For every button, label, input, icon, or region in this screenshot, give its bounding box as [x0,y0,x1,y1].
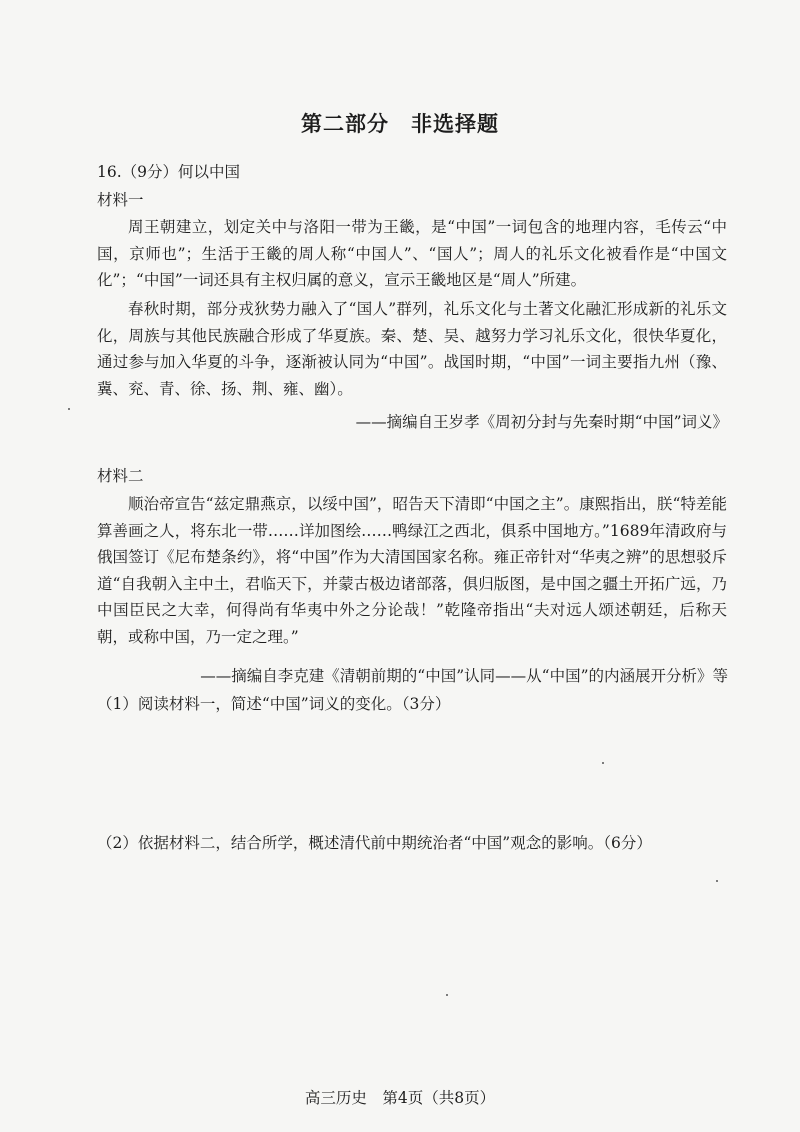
scan-speck [602,762,604,764]
material1-source: ——摘编自王岁孝《周初分封与先秦时期“中国”词义》 [355,413,728,431]
material2-title: 材料二 [97,467,144,485]
material1-paragraph1: 周王朝建立，划定关中与洛阳一带为王畿，是“中国”一词包含的地理内容，毛传云“中国，京师也”；生活于王畿的周人称“中国人”、“国人”；周人的礼乐文化被看作是“中国文化”；“中国”一词还具有主权归属的意义，宣示王畿地区是“周人”所建。 [97,218,727,289]
page-footer: 高三历史 第4页（共8页） [304,1089,496,1107]
section-name: 非选择题 [411,112,499,136]
scan-speck [446,994,448,996]
material2-source: ——摘编自李克建《清朝前期的“中国”认同——从“中国”的内涵展开分析》等 [200,667,728,685]
material1-paragraph2: 春秋时期，部分戎狄势力融入了“国人”群列，礼乐文化与土著文化融汇形成新的礼乐文化，周族与其他民族融合形成了华夏族。秦、楚、吴、越努力学习礼乐文化，很快华夏化，通过参与加入华夏的斗争，逐渐被认同为“中国”。战国时期，“中国”一词主要指九州（豫、冀、兖、青、徐、扬、荆、雍、幽）。 [97,300,727,398]
scan-speck [68,408,70,410]
material2-paragraph: 顺治帝宣告“兹定鼎燕京，以绥中国”，昭告天下清即“中国之主”。康熙指出，朕“特差能算善画之人，将东北一带……详加图绘……鸭绿江之西北，俱系中国地方。”1689年清政府与俄国签订《尼布楚条约》，将“中国”作为大清国国家名称。雍正帝针对“华夷之辨”的思想驳斥道“自我朝入主中土，君临天下，并蒙古极边诸部落，俱归版图，是中国之疆土开拓广远，乃中国臣民之大幸，何得尚有华夷中外之分论哉！”乾隆帝指出“夫对远人颂述朝廷，后称天朝，或称中国，乃一定之理。” [97,495,727,646]
sub-question-2: （2）依据材料二，结合所学，概述清代前中期统治者“中国”观念的影响。（6分） [97,834,652,852]
section-title [0,108,800,138]
section-part: 第二部分 [301,112,389,136]
scan-speck [716,880,718,882]
question-header: 16.（9分）何以中国 [97,163,241,181]
material1-title: 材料一 [97,191,144,209]
sub-question-1: （1）阅读材料一，简述“中国”词义的变化。（3分） [97,695,451,713]
